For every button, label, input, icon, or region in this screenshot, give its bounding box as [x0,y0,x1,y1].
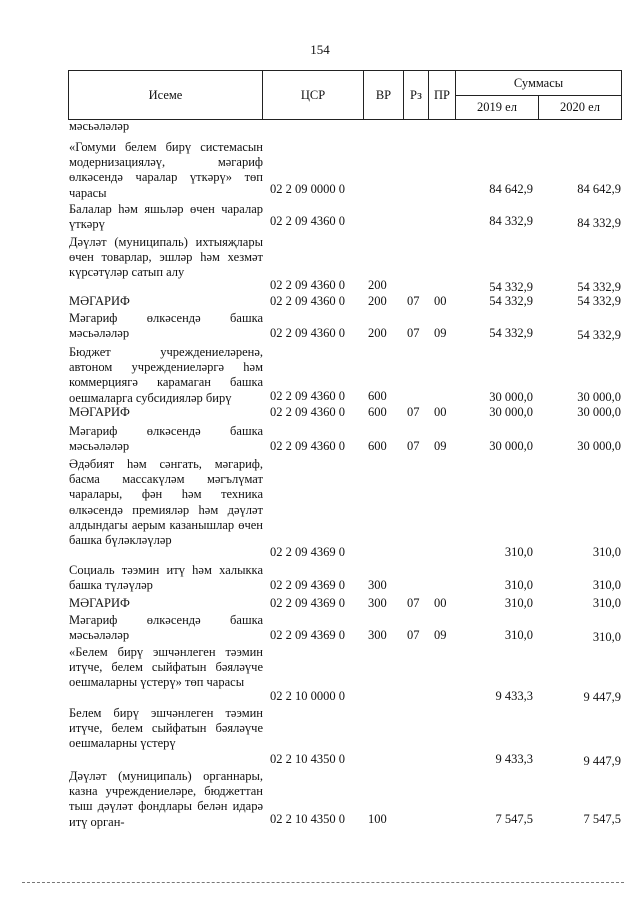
row-sum-2019: 310,0 [504,545,533,559]
row-rz: 07 [407,439,420,453]
header-vr: ВР [364,71,404,120]
row-csr: 02 2 09 4360 0 [270,405,345,419]
row-sum-2019: 310,0 [504,578,533,592]
row-vr: 300 [368,578,387,592]
row-name: Балалар һәм яшьләр өчен чаралар үткәрү [69,202,263,232]
header-year-2019: 2019 ел [456,96,539,120]
row-sum-2020: 30 000,0 [577,439,621,453]
row-rz: 07 [407,628,420,642]
page-number: 154 [310,42,330,57]
row-name: Мәгариф өлкәсендә башка мәсьәләләр [69,424,263,454]
row-csr: 02 2 09 4360 0 [270,214,345,228]
row-sum-2019: 30 000,0 [489,439,533,453]
row-pr: 00 [434,294,447,308]
row-vr: 600 [368,405,387,419]
row-name: Мәгариф өлкәсендә башка мәсьәләләр [69,613,263,643]
row-sum-2020: 30 000,0 [577,405,621,419]
row-sum-2020: 84 332,9 [577,216,621,230]
row-sum-2020: 310,0 [592,630,621,644]
row-csr: 02 2 09 4369 0 [270,596,345,610]
header-year-2020: 2020 ел [539,96,622,120]
row-csr: 02 2 09 0000 0 [270,182,345,196]
row-name: «Гомуми белем бирү системасын модернизацияләү, мәгариф өлкәсендә чаралар үткәрү» төп чарасы [69,140,263,200]
row-sum-2019: 9 433,3 [495,689,533,703]
header-pr: ПР [429,71,456,120]
row-vr: 300 [368,596,387,610]
row-rz: 07 [407,294,420,308]
table-header [68,70,622,120]
row-sum-2020: 9 447,9 [583,690,621,704]
row-vr: 600 [368,389,387,403]
row-sum-2019: 30 000,0 [489,390,533,404]
header-name: Исеме [69,71,263,120]
row-sum-2020: 7 547,5 [583,812,621,826]
row-pr: 09 [434,439,447,453]
row-name: Мәгариф өлкәсендә башка мәсьәләләр [69,311,263,341]
row-pr: 00 [434,405,447,419]
row-csr: 02 2 09 4369 0 [270,578,345,592]
header-sums: Суммасы [456,71,622,96]
row-name: Социаль тәэмин итү һәм халыкка башка түләүләр [69,563,263,593]
row-sum-2019: 54 332,9 [489,280,533,294]
row-sum-2019: 310,0 [504,628,533,642]
row-pr: 09 [434,326,447,340]
row-sum-2019: 84 332,9 [489,214,533,228]
row-name: мәсьәләләр [69,119,130,133]
row-name: Дәүләт (муниципаль) органнары, казна учреждениеләре, бюджеттан тыш дәүләт фондлары белән идарә итү орган- [69,769,263,829]
bottom-edge-line [22,882,624,883]
row-sum-2020: 30 000,0 [577,390,621,404]
row-sum-2019: 84 642,9 [489,182,533,196]
row-rz: 07 [407,405,420,419]
header-csr: ЦСР [263,71,364,120]
row-sum-2020: 9 447,9 [583,754,621,768]
row-sum-2020: 310,0 [592,545,621,559]
row-sum-2019: 30 000,0 [489,405,533,419]
row-sum-2020: 310,0 [592,578,621,592]
row-csr: 02 2 09 4360 0 [270,294,345,308]
row-vr: 100 [368,812,387,826]
row-csr: 02 2 09 4360 0 [270,389,345,403]
row-sum-2020: 310,0 [592,596,621,610]
row-pr: 09 [434,628,447,642]
row-vr: 200 [368,294,387,308]
row-vr: 300 [368,628,387,642]
row-name: Бюджет учреждениеләренә, автоном учреждениеләргә һәм коммерциягә карамаган башка оешмаларга субсидияләр бирү [69,345,263,405]
row-sum-2019: 54 332,9 [489,326,533,340]
row-pr: 00 [434,596,447,610]
row-csr: 02 2 09 4360 0 [270,326,345,340]
row-rz: 07 [407,596,420,610]
row-sum-2020: 84 642,9 [577,182,621,196]
row-csr: 02 2 09 4369 0 [270,545,345,559]
row-csr: 02 2 10 4350 0 [270,812,345,826]
row-vr: 200 [368,278,387,292]
row-name: Әдәбият һәм сәнгать, мәгариф, басма массакүләм мәгълүмат чаралары, фән һәм техника өлкәсендә премияләр һәм дәүләт алдындагы аерым казанышлар өчен башка бүләкләүләр [69,457,263,548]
row-csr: 02 2 10 4350 0 [270,752,345,766]
row-name: Белем бирү эшчәнлеген тәэмин итүче, белем сыйфатын бәяләүче оешмаларны үстерү [69,706,263,751]
row-sum-2020: 54 332,9 [577,294,621,308]
row-name: Дәүләт (муниципаль) ихтыяҗлары өчен товарлар, эшләр һәм хезмәт күрсәтүләр сатып алу [69,235,263,280]
row-name: МӘГАРИФ [69,405,130,419]
row-sum-2020: 54 332,9 [577,280,621,294]
row-sum-2019: 7 547,5 [495,812,533,826]
row-vr: 600 [368,439,387,453]
row-sum-2020: 54 332,9 [577,328,621,342]
row-name: МӘГАРИФ [69,596,130,610]
row-csr: 02 2 09 4360 0 [270,278,345,292]
row-name: МӘГАРИФ [69,294,130,308]
row-vr: 200 [368,326,387,340]
row-sum-2019: 310,0 [504,596,533,610]
row-csr: 02 2 10 0000 0 [270,689,345,703]
row-csr: 02 2 09 4369 0 [270,628,345,642]
row-sum-2019: 9 433,3 [495,752,533,766]
row-name: «Белем бирү эшчәнлеген тәэмин итүче, белем сыйфатын бәяләүче оешмаларны үстерү» төп чарасы [69,645,263,690]
header-rz: Рз [404,71,429,120]
row-csr: 02 2 09 4360 0 [270,439,345,453]
row-sum-2019: 54 332,9 [489,294,533,308]
row-rz: 07 [407,326,420,340]
